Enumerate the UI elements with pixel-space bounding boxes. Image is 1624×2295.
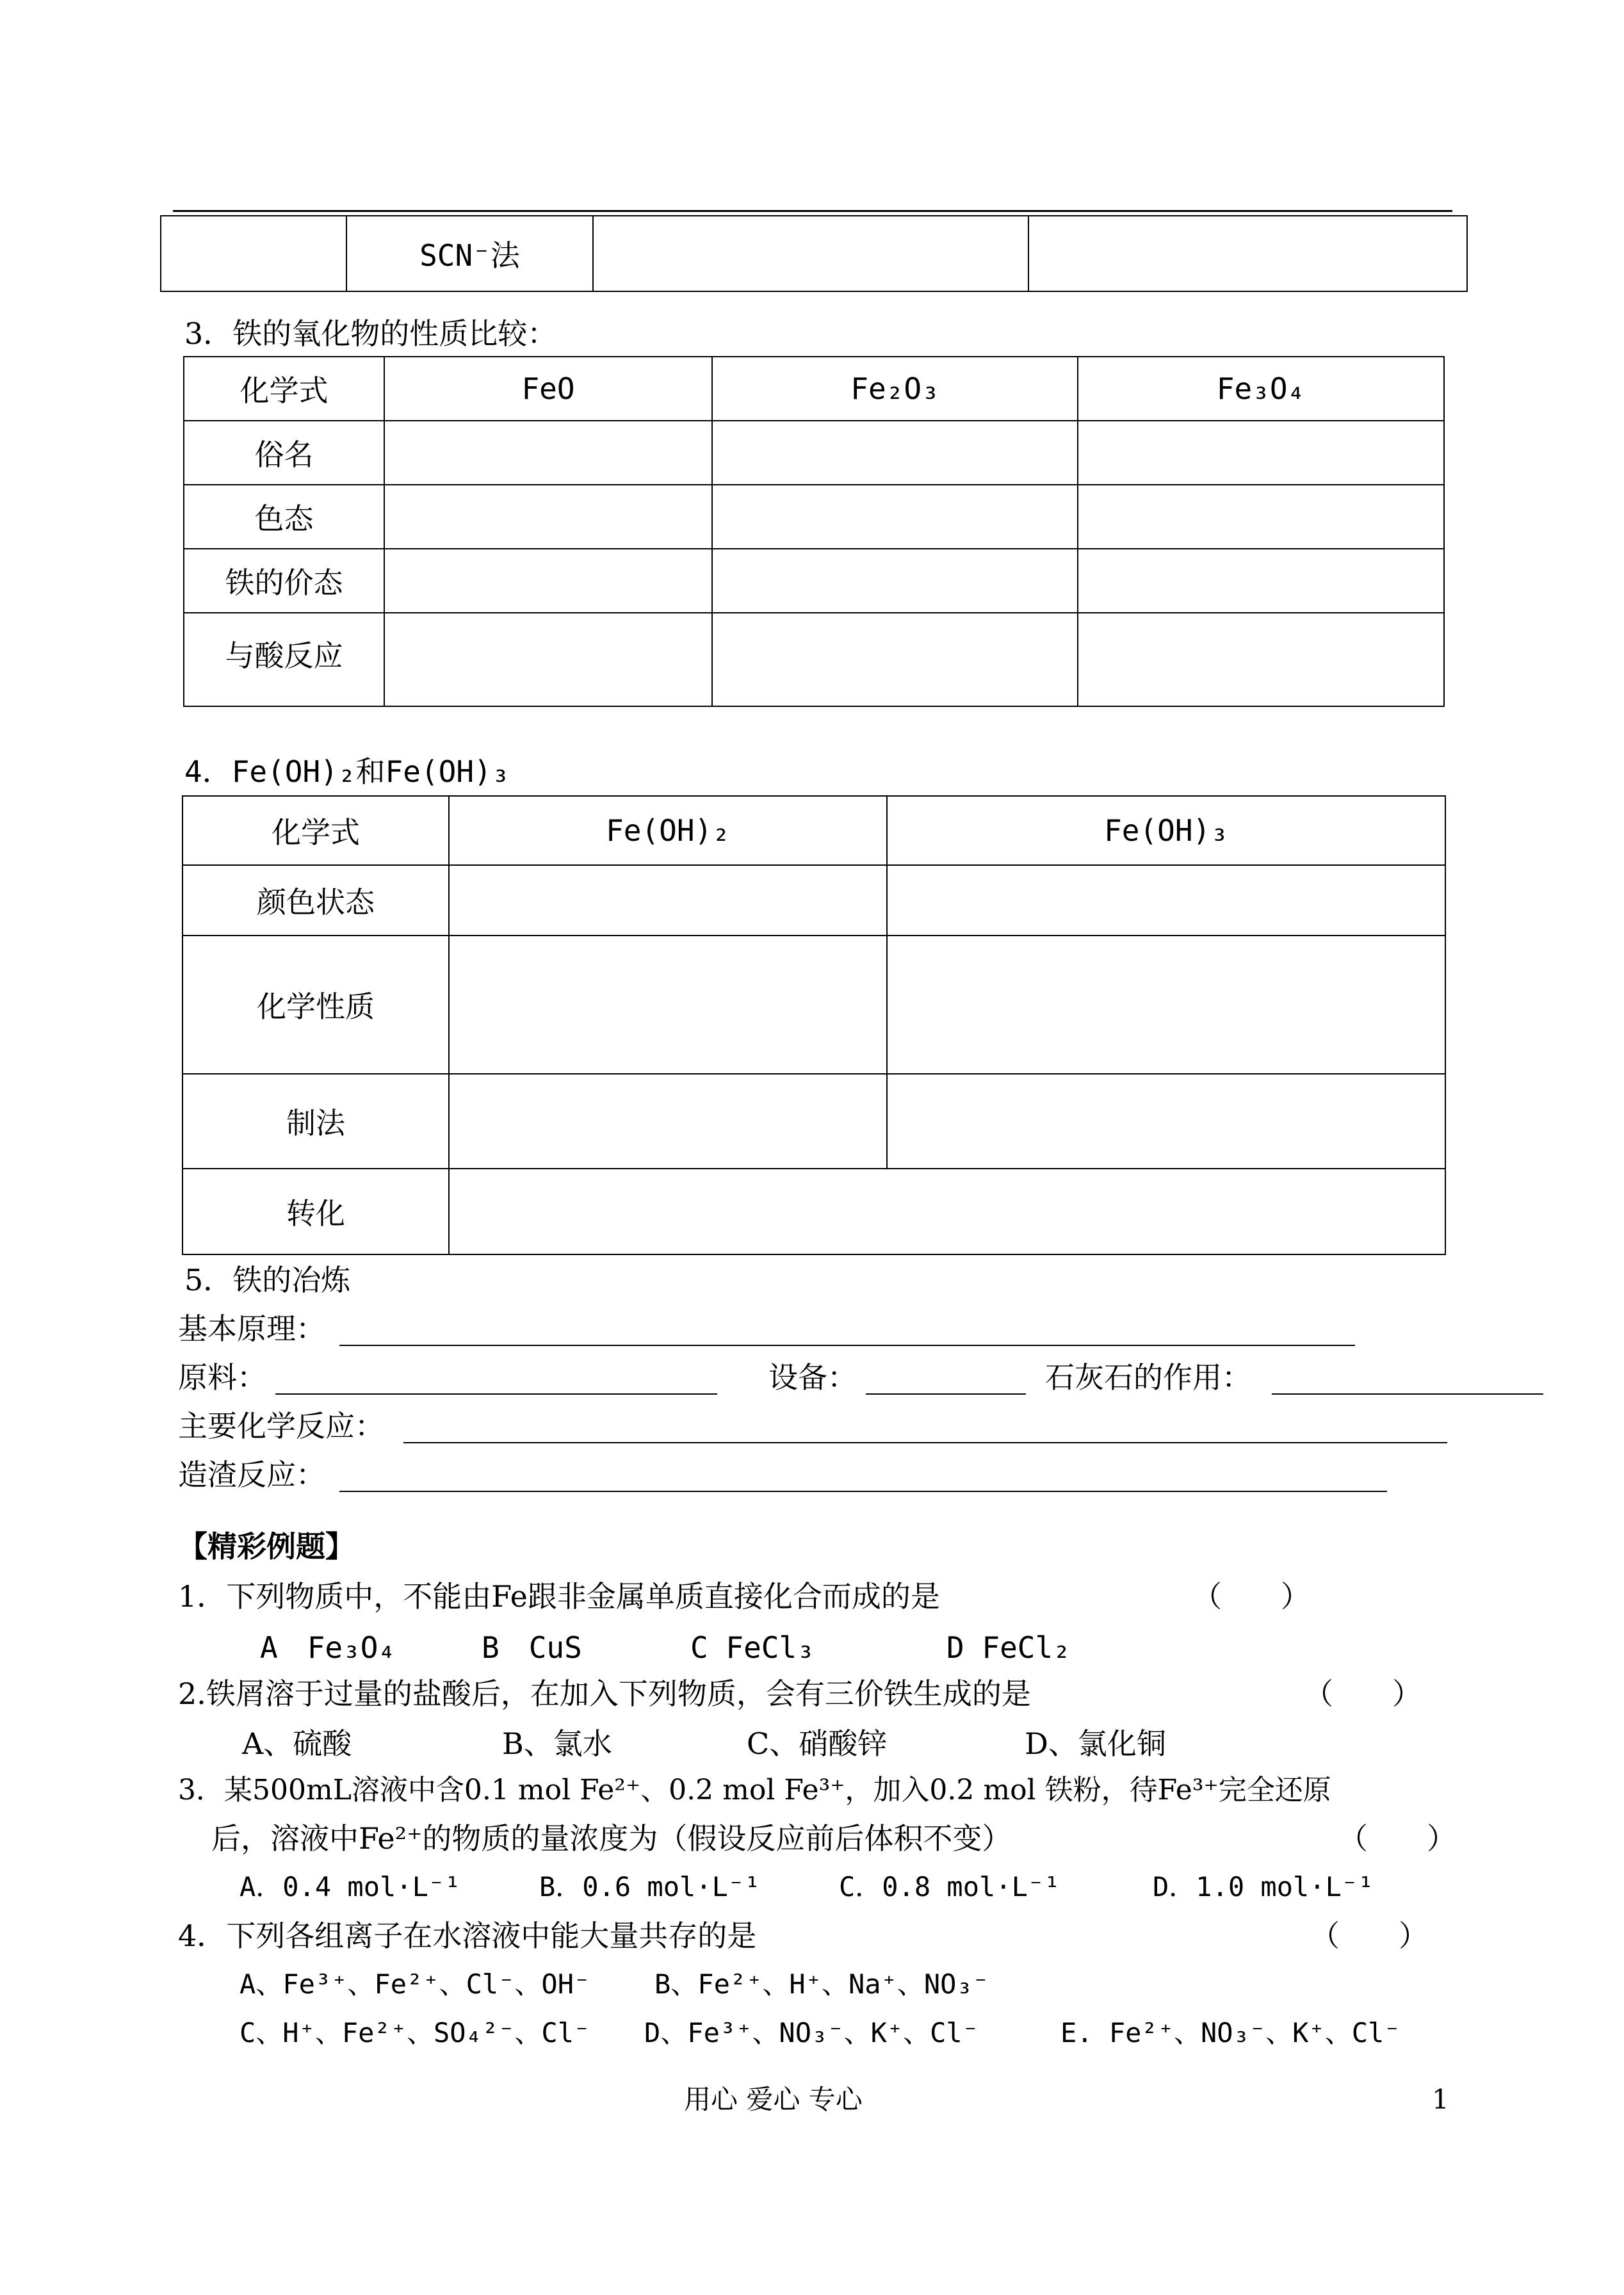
oxides-cell <box>712 485 1078 549</box>
oxides-table <box>183 356 1445 707</box>
principle-blank <box>339 1345 1355 1346</box>
q2-option-d: D、氯化铜 <box>1025 1726 1166 1761</box>
q3-option-d: D．1.0 mol·L⁻¹ <box>1153 1871 1374 1902</box>
oxides-row-label: 色态 <box>184 485 384 549</box>
oxides-row-label: 铁的价态 <box>184 549 384 613</box>
q3-stem-line1: 3．某500mL溶液中含0.1 mol Fe²⁺、0.2 mol Fe³⁺，加入0.2 mol 铁粉，待Fe³⁺完全还原 <box>178 1774 1331 1806</box>
page-number: 1 <box>1432 2084 1449 2115</box>
main-reaction-blank <box>403 1442 1447 1443</box>
q1-option-b: B CuS <box>482 1630 582 1665</box>
section3-heading: 3．铁的氧化物的性质比较： <box>184 316 557 351</box>
q4-stem: 4．下列各组离子在水溶液中能大量共存的是 <box>178 1918 757 1953</box>
oxides-cell <box>1078 613 1444 706</box>
hydroxides-cell <box>449 936 887 1074</box>
top-table <box>160 215 1468 292</box>
q4-option-b: B、Fe²⁺、H⁺、Na⁺、NO₃⁻ <box>654 1968 989 2000</box>
oxides-cell <box>712 549 1078 613</box>
oxides-cell <box>384 421 712 485</box>
q4-option-e: E. Fe²⁺、NO₃⁻、K⁺、Cl⁻ <box>1060 2017 1401 2048</box>
oxides-cell <box>1078 485 1444 549</box>
q3-stem-line2: 后，溶液中Fe²⁺的物质的量浓度为（假设反应前后体积不变） <box>211 1821 1012 1856</box>
hydroxides-table <box>182 795 1446 1255</box>
hydroxides-row-label: 制法 <box>183 1074 449 1169</box>
q3-bracket: （ ） <box>1338 1821 1456 1856</box>
section4-heading: 4．Fe(OH)₂和Fe(OH)₃ <box>184 754 510 789</box>
materials-label: 原料： <box>178 1360 266 1395</box>
hydroxides-cell <box>887 936 1445 1074</box>
oxides-cell <box>1078 421 1444 485</box>
main-reaction-label: 主要化学反应： <box>178 1409 384 1443</box>
oxides-cell <box>1078 549 1444 613</box>
oxides-header-feo: FeO <box>384 357 712 421</box>
hydroxides-cell-merged <box>449 1169 1445 1254</box>
oxides-header-fe3o4: Fe₃O₄ <box>1078 357 1444 421</box>
q1-option-c: C FeCl₃ <box>690 1630 815 1665</box>
q3-option-a: A．0.4 mol·L⁻¹ <box>240 1871 461 1902</box>
principle-label: 基本原理： <box>178 1311 325 1346</box>
hydroxides-header-feoh3: Fe(OH)₃ <box>887 796 1445 865</box>
q2-bracket: （ ） <box>1304 1676 1422 1711</box>
top-table-cell <box>161 216 346 291</box>
scn-method-cell: SCN⁻法 <box>346 216 593 291</box>
oxides-row-label: 与酸反应 <box>184 613 384 706</box>
top-table-cell <box>1028 216 1467 291</box>
equipment-label: 设备： <box>768 1360 857 1395</box>
footer-motto: 用心 爱心 专心 <box>684 2084 863 2115</box>
hydroxides-cell <box>449 865 887 936</box>
oxides-cell <box>712 613 1078 706</box>
hydroxides-cell <box>449 1074 887 1169</box>
q1-option-d: D FeCl₂ <box>946 1630 1071 1665</box>
hydroxides-header-feoh2: Fe(OH)₂ <box>449 796 887 865</box>
q1-option-a: A Fe₃O₄ <box>260 1630 396 1665</box>
oxides-cell <box>712 421 1078 485</box>
hydroxides-row-label: 化学性质 <box>183 936 449 1074</box>
q4-bracket: （ ） <box>1310 1918 1428 1953</box>
q1-bracket: （ ） <box>1192 1579 1310 1614</box>
slag-label: 造渣反应： <box>178 1457 325 1492</box>
top-table-cell <box>593 216 1028 291</box>
q4-option-c: C、H⁺、Fe²⁺、SO₄²⁻、Cl⁻ <box>240 2017 590 2048</box>
hydroxides-header-formula: 化学式 <box>183 796 449 865</box>
q3-option-c: C．0.8 mol·L⁻¹ <box>839 1871 1060 1902</box>
hydroxides-row-label: 转化 <box>183 1169 449 1254</box>
q4-option-a: A、Fe³⁺、Fe²⁺、Cl⁻、OH⁻ <box>240 1968 590 2000</box>
hydroxides-cell <box>887 865 1445 936</box>
q3-option-b: B．0.6 mol·L⁻¹ <box>539 1871 761 1902</box>
q2-option-b: B、氯水 <box>502 1726 612 1761</box>
q4-option-d: D、Fe³⁺、NO₃⁻、K⁺、Cl⁻ <box>644 2017 979 2048</box>
materials-blank <box>275 1393 717 1395</box>
examples-heading: 【精彩例题】 <box>178 1529 355 1564</box>
hydroxides-row-label: 颜色状态 <box>183 865 449 936</box>
oxides-cell <box>384 613 712 706</box>
equipment-blank <box>866 1393 1026 1395</box>
limestone-blank <box>1272 1393 1543 1395</box>
oxides-header-formula: 化学式 <box>184 357 384 421</box>
q2-stem: 2.铁屑溶于过量的盐酸后，在加入下列物质，会有三价铁生成的是 <box>178 1676 1031 1711</box>
oxides-header-fe2o3: Fe₂O₃ <box>712 357 1078 421</box>
hydroxides-cell <box>887 1074 1445 1169</box>
oxides-cell <box>384 549 712 613</box>
slag-blank <box>339 1491 1387 1492</box>
oxides-cell <box>384 485 712 549</box>
q1-stem: 1．下列物质中，不能由Fe跟非金属单质直接化合而成的是 <box>178 1579 940 1614</box>
q2-option-a: A、硫酸 <box>242 1726 352 1761</box>
limestone-label: 石灰石的作用： <box>1045 1360 1251 1395</box>
q2-option-c: C、硝酸锌 <box>747 1726 888 1761</box>
top-rule <box>173 210 1452 212</box>
section5-heading: 5．铁的冶炼 <box>184 1263 351 1297</box>
oxides-row-label: 俗名 <box>184 421 384 485</box>
